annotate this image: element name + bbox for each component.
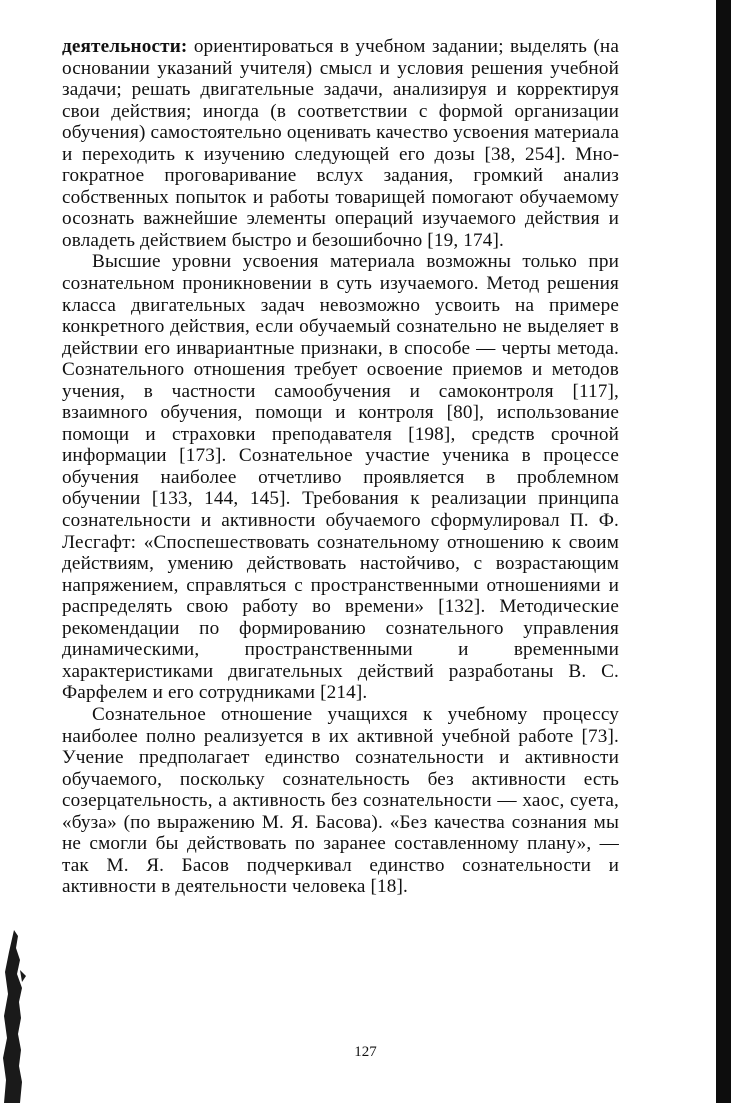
scan-left-edge-mark [0,930,26,1103]
page-number: 127 [354,1044,377,1060]
paragraph-2: Высшие уровни усвоения материала возможны только при сознательном проникновении в суть изучаемого. Метод решения класса двигательных задач невозможно усвоить на примере конкретного действия, если обучаемый сознательно не выделяет в действии его инвариантные признаки, в способе — черты метода. Сознательного отношения требует освоение приемов и методов учения, в частности самообучения и самоконтроля [117], взаимного обучения, помощи и контроля [80], использование помощи и страховки преподавателя [198], средств срочной информации [173]. Сознательное участие ученика в процессе обучения наиболее отчетливо проявляется в проблемном обучении [133, 144, 145]. Требования к реализации принципа сознательности и активности обучаемого сформулировал П. Ф. Лесгафт: «Споспешествовать сознательному отношению к своим действиям, умению действовать настойчиво, с возрастающим напряжением, справляться с пространственными отношениями и распределять свою работу во времени» [132]. Методические рекомендации по формированию сознательного управления динамическими, пространственными и временными характеристиками двигательных действий разработаны В. С. Фарфелем и его сотрудниками [214]. [62,251,619,704]
paragraph-1-text: ориентироваться в учебном задании; выделять (на основании указаний учителя) смысл и условия решения учебной задачи; решать двигательные задачи, анализируя и корректируя свои действия; иногда (в соответствии с формой организации обучения) самостоятельно оценивать качество усвоения материала и переходить к изучению следующей его дозы [38, 254]. Многократное проговаривание вслух задания, громкий анализ собственных попыток и работы товарищей помогают обучаемому осознать важнейшие элементы операций изучаемого действия и овладеть действием быстро и безошибочно [19, 174]. [62,36,619,251]
scan-binding-edge [716,0,731,1103]
body-text [62,36,619,898]
paragraph-1 [62,36,619,251]
paragraph-3: Сознательное отношение учащихся к учебному процессу наиболее полно реализуется в их активной учебной работе [73]. Учение предполагает единство сознательности и активности обучаемого, поскольку сознательность без активности есть созерцательность, а активность без сознательности — хаос, суета, «буза» (по выражению М. Я. Басова). «Без качества сознания мы не смогли бы действовать по заранее составленному плану», — так М. Я. Басов подчеркивал единство сознательности и активности в деятельности человека [18]. [62,703,619,898]
paragraph-1-lead: деятельности: [62,36,188,57]
